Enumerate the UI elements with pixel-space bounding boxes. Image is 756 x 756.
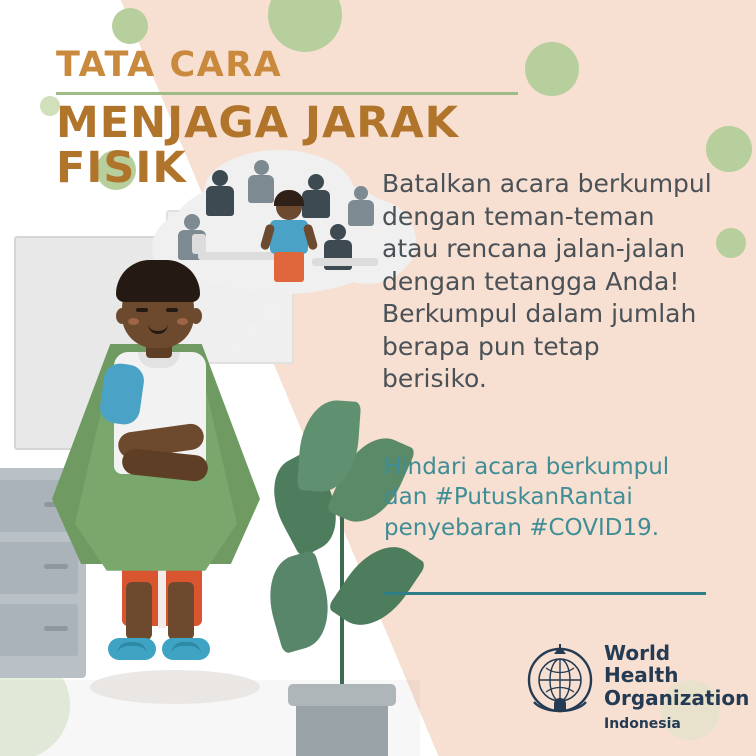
cheek xyxy=(128,318,139,325)
plant-pot xyxy=(296,696,388,756)
crowd-table xyxy=(312,258,378,266)
leg xyxy=(126,582,152,640)
heading-main: MENJAGA JARAK FISIK xyxy=(56,98,459,194)
hair xyxy=(116,260,200,302)
who-line2: Organization xyxy=(604,685,750,710)
eye xyxy=(166,308,178,312)
decorative-green-circle xyxy=(706,126,752,172)
floor-shadow xyxy=(90,670,260,704)
ear xyxy=(116,308,128,324)
crowd-boy-hair xyxy=(274,190,304,206)
who-emblem-icon xyxy=(524,644,596,716)
ear xyxy=(190,308,202,324)
leg xyxy=(168,582,194,640)
sandal-strap xyxy=(117,642,147,654)
cheek xyxy=(177,318,188,325)
body-text: Batalkan acara berkumpul dengan teman-teman atau rencana jalan-jalan dengan tetangga Anda! Berkumpul dalam jumlah berapa pun tetap berisiko. xyxy=(382,169,712,393)
who-line3: Indonesia xyxy=(604,716,681,733)
crowd-object xyxy=(192,234,206,254)
heading-divider xyxy=(56,92,518,95)
crowd-boy-shirt xyxy=(270,220,308,254)
decorative-green-circle xyxy=(112,8,148,44)
who-logo xyxy=(524,640,750,733)
hashtag-text: Hindari acara berkumpul dan #PutuskanRantai penyebaran #COVID19. xyxy=(384,454,670,541)
text-underline xyxy=(384,592,706,595)
decorative-green-circle xyxy=(716,228,746,258)
heading-top: TATA CARA xyxy=(56,45,283,85)
who-line1: World Health xyxy=(604,641,679,688)
who-logo-text xyxy=(604,642,749,732)
sandal-strap xyxy=(171,642,201,654)
boy-character xyxy=(38,252,298,722)
eye xyxy=(136,308,148,312)
